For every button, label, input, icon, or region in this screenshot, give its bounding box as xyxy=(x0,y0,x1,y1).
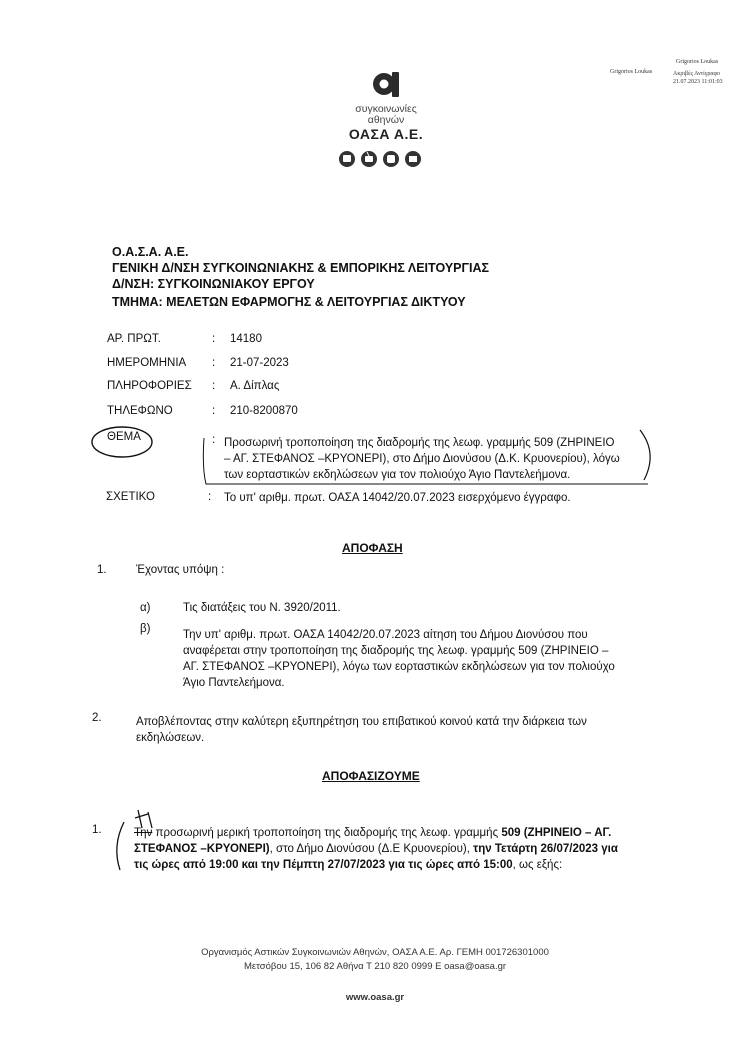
info-label: ΠΛΗΡΟΦΟΡΙΕΣ xyxy=(107,380,192,392)
colon: : xyxy=(212,434,216,446)
bus-icon xyxy=(339,151,355,167)
date-label: ΗΜΕΡΟΜΗΝΙΑ xyxy=(107,357,187,369)
directorate-general: ΓΕΝΙΚΗ Δ/ΝΣΗ ΣΥΓΚΟΙΝΩΝΙΑΚΗΣ & ΕΜΠΟΡΙΚΗΣ ΛΕΙΤΟΥΡΓΙΑΣ xyxy=(112,261,490,275)
resolve-line3-bold: τις ώρες από 19:00 και την Πέμπτη 27/07/2023 για τις ώρες από 15:00 xyxy=(134,859,513,871)
decision-item1-text: Έχοντας υπόψη : xyxy=(136,564,225,576)
related-value: Το υπ' αριθμ. πρωτ. ΟΑΣΑ 14042/20.07.2023 εισερχόμενο έγγραφο. xyxy=(224,492,571,504)
org-name: Ο.Α.Σ.Α. Α.Ε. xyxy=(112,245,189,259)
decision-item1-num: 1. xyxy=(97,564,107,576)
subject-line-2: – ΑΓ. ΣΤΕΦΑΝΟΣ –ΚΡΥΟΝΕΡΙ), στο Δήμο Διονύσου (Δ.Κ. Κρυονερίου), λόγω xyxy=(224,453,620,465)
footer-line-1: Οργανισμός Αστικών Συγκοινωνιών Αθηνών, ΟΑΣΑ Α.Ε. Αρ. ΓΕΜΗ 001726301000 xyxy=(201,947,549,958)
resolve-line2-bold2: την Τετάρτη 26/07/2023 για xyxy=(473,843,618,855)
logo-line1: συγκοινωνίες xyxy=(355,103,417,115)
date-value: 21-07-2023 xyxy=(230,357,289,369)
sub-a-text: Τις διατάξεις του Ν. 3920/2011. xyxy=(183,602,341,614)
resolve-line1-text: προσωρινή μερική τροποποίηση της διαδρομής της λεωφ. γραμμής xyxy=(155,827,499,839)
signature-name-left: Grigorios Loukas xyxy=(610,69,653,75)
tram-icon xyxy=(405,151,421,167)
subject-line-1: Προσωρινή τροποποίηση της διαδρομής της λεωφ. γραμμής 509 (ΖΗΡΙΝΕΙΟ xyxy=(224,437,615,449)
decision-title: ΑΠΟΦΑΣΗ xyxy=(342,541,403,555)
colon: : xyxy=(212,380,216,392)
phone-label: ΤΗΛΕΦΩΝΟ xyxy=(107,405,173,417)
resolve-line-1 xyxy=(134,826,611,841)
logo-line2: αθηνών xyxy=(367,114,405,126)
logo-title: ΟΑΣΑ Α.Ε. xyxy=(348,126,424,142)
related-label: ΣΧΕΤΙΚΟ xyxy=(106,491,155,503)
directorate: Δ/ΝΣΗ: ΣΥΓΚΟΙΝΩΝΙΑΚΟΥ ΕΡΓΟΥ xyxy=(112,277,315,291)
resolve-line-3 xyxy=(134,858,562,873)
decision-item2-line-2: εκδηλώσεων. xyxy=(136,732,205,744)
footer-website[interactable]: www.oasa.gr xyxy=(345,992,405,1003)
metro-icon xyxy=(383,151,399,167)
sub-b-label: β) xyxy=(140,623,151,635)
resolve-line2-text: , στο Δήμο Διονύσου (Δ.Ε Κρυονερίου), xyxy=(269,843,470,855)
sub-a-label: α) xyxy=(140,602,151,614)
resolve-line-2 xyxy=(134,842,618,857)
sub-b-line-3: ΑΓ. ΣΤΕΦΑΝΟΣ –ΚΡΥΟΝΕΡΙ), λόγω των εορταστικών εκδηλώσεων για τον πολιούχο xyxy=(183,661,615,673)
transport-icons xyxy=(337,149,437,169)
protocol-label: ΑΡ. ΠΡΩΤ. xyxy=(107,333,161,345)
protocol-value: 14180 xyxy=(230,333,262,345)
colon: : xyxy=(208,491,212,503)
sub-b-line-2: αναφέρεται στην τροποποίηση της διαδρομής της λεωφ. γραμμής 509 (ΖΗΡΙΝΕΙΟ – xyxy=(183,645,609,657)
footer-line-2: Μετσόβου 15, 106 82 Αθήνα Τ 210 820 0999 E oasa@oasa.gr xyxy=(243,961,507,972)
resolve-line2-bold: ΣΤΕΦΑΝΟΣ –ΚΡΥΟΝΕΡΙ) xyxy=(134,843,270,855)
resolve-title: ΑΠΟΦΑΣΙΖΟΥΜΕ xyxy=(322,769,420,783)
struck-word: Την xyxy=(134,827,153,839)
trolley-icon xyxy=(361,151,377,167)
colon: : xyxy=(212,357,216,369)
signature-cert-label: Ακριβές Αντίγραφο xyxy=(673,71,720,77)
resolve-line1-bold: 509 (ΖΗΡΙΝΕΙΟ – ΑΓ. xyxy=(501,827,612,839)
resolve-line3-text: , ως εξής: xyxy=(512,859,563,871)
subject-line-3: των εορταστικών εκδηλώσεων για τον πολιούχο Άγιο Παντελεήμονα. xyxy=(224,469,571,481)
sub-b-line-1: Την υπ' αριθμ. πρωτ. ΟΑΣΑ 14042/20.07.2023 αίτηση του Δήμου Διονύσου που xyxy=(183,629,588,641)
resolve-item1-num: 1. xyxy=(92,824,102,836)
signature-name-right: Grigorios Loukas xyxy=(676,59,719,65)
colon: : xyxy=(212,405,216,417)
phone-value: 210-8200870 xyxy=(230,405,298,417)
subject-bracket-mark xyxy=(92,428,662,488)
subject-label: ΘΕΜΑ xyxy=(107,431,141,443)
handwritten-correction-mark xyxy=(108,806,178,876)
sub-b-line-4: Άγιο Παντελεήμονα. xyxy=(183,677,285,689)
oasa-logo-icon xyxy=(370,67,402,99)
colon: : xyxy=(212,333,216,345)
department: ΤΜΗΜΑ: ΜΕΛΕΤΩΝ ΕΦΑΡΜΟΓΗΣ & ΛΕΙΤΟΥΡΓΙΑΣ ΔΙΚΤΥΟΥ xyxy=(112,295,466,309)
decision-item2-num: 2. xyxy=(92,712,102,724)
info-value: Α. Δίπλας xyxy=(230,380,280,392)
signature-cert-datetime: 21.07.2023 11:01:03 xyxy=(673,79,723,85)
decision-item2-line-1: Αποβλέποντας στην καλύτερη εξυπηρέτηση του επιβατικού κοινού κατά την διάρκεια των xyxy=(136,716,587,728)
